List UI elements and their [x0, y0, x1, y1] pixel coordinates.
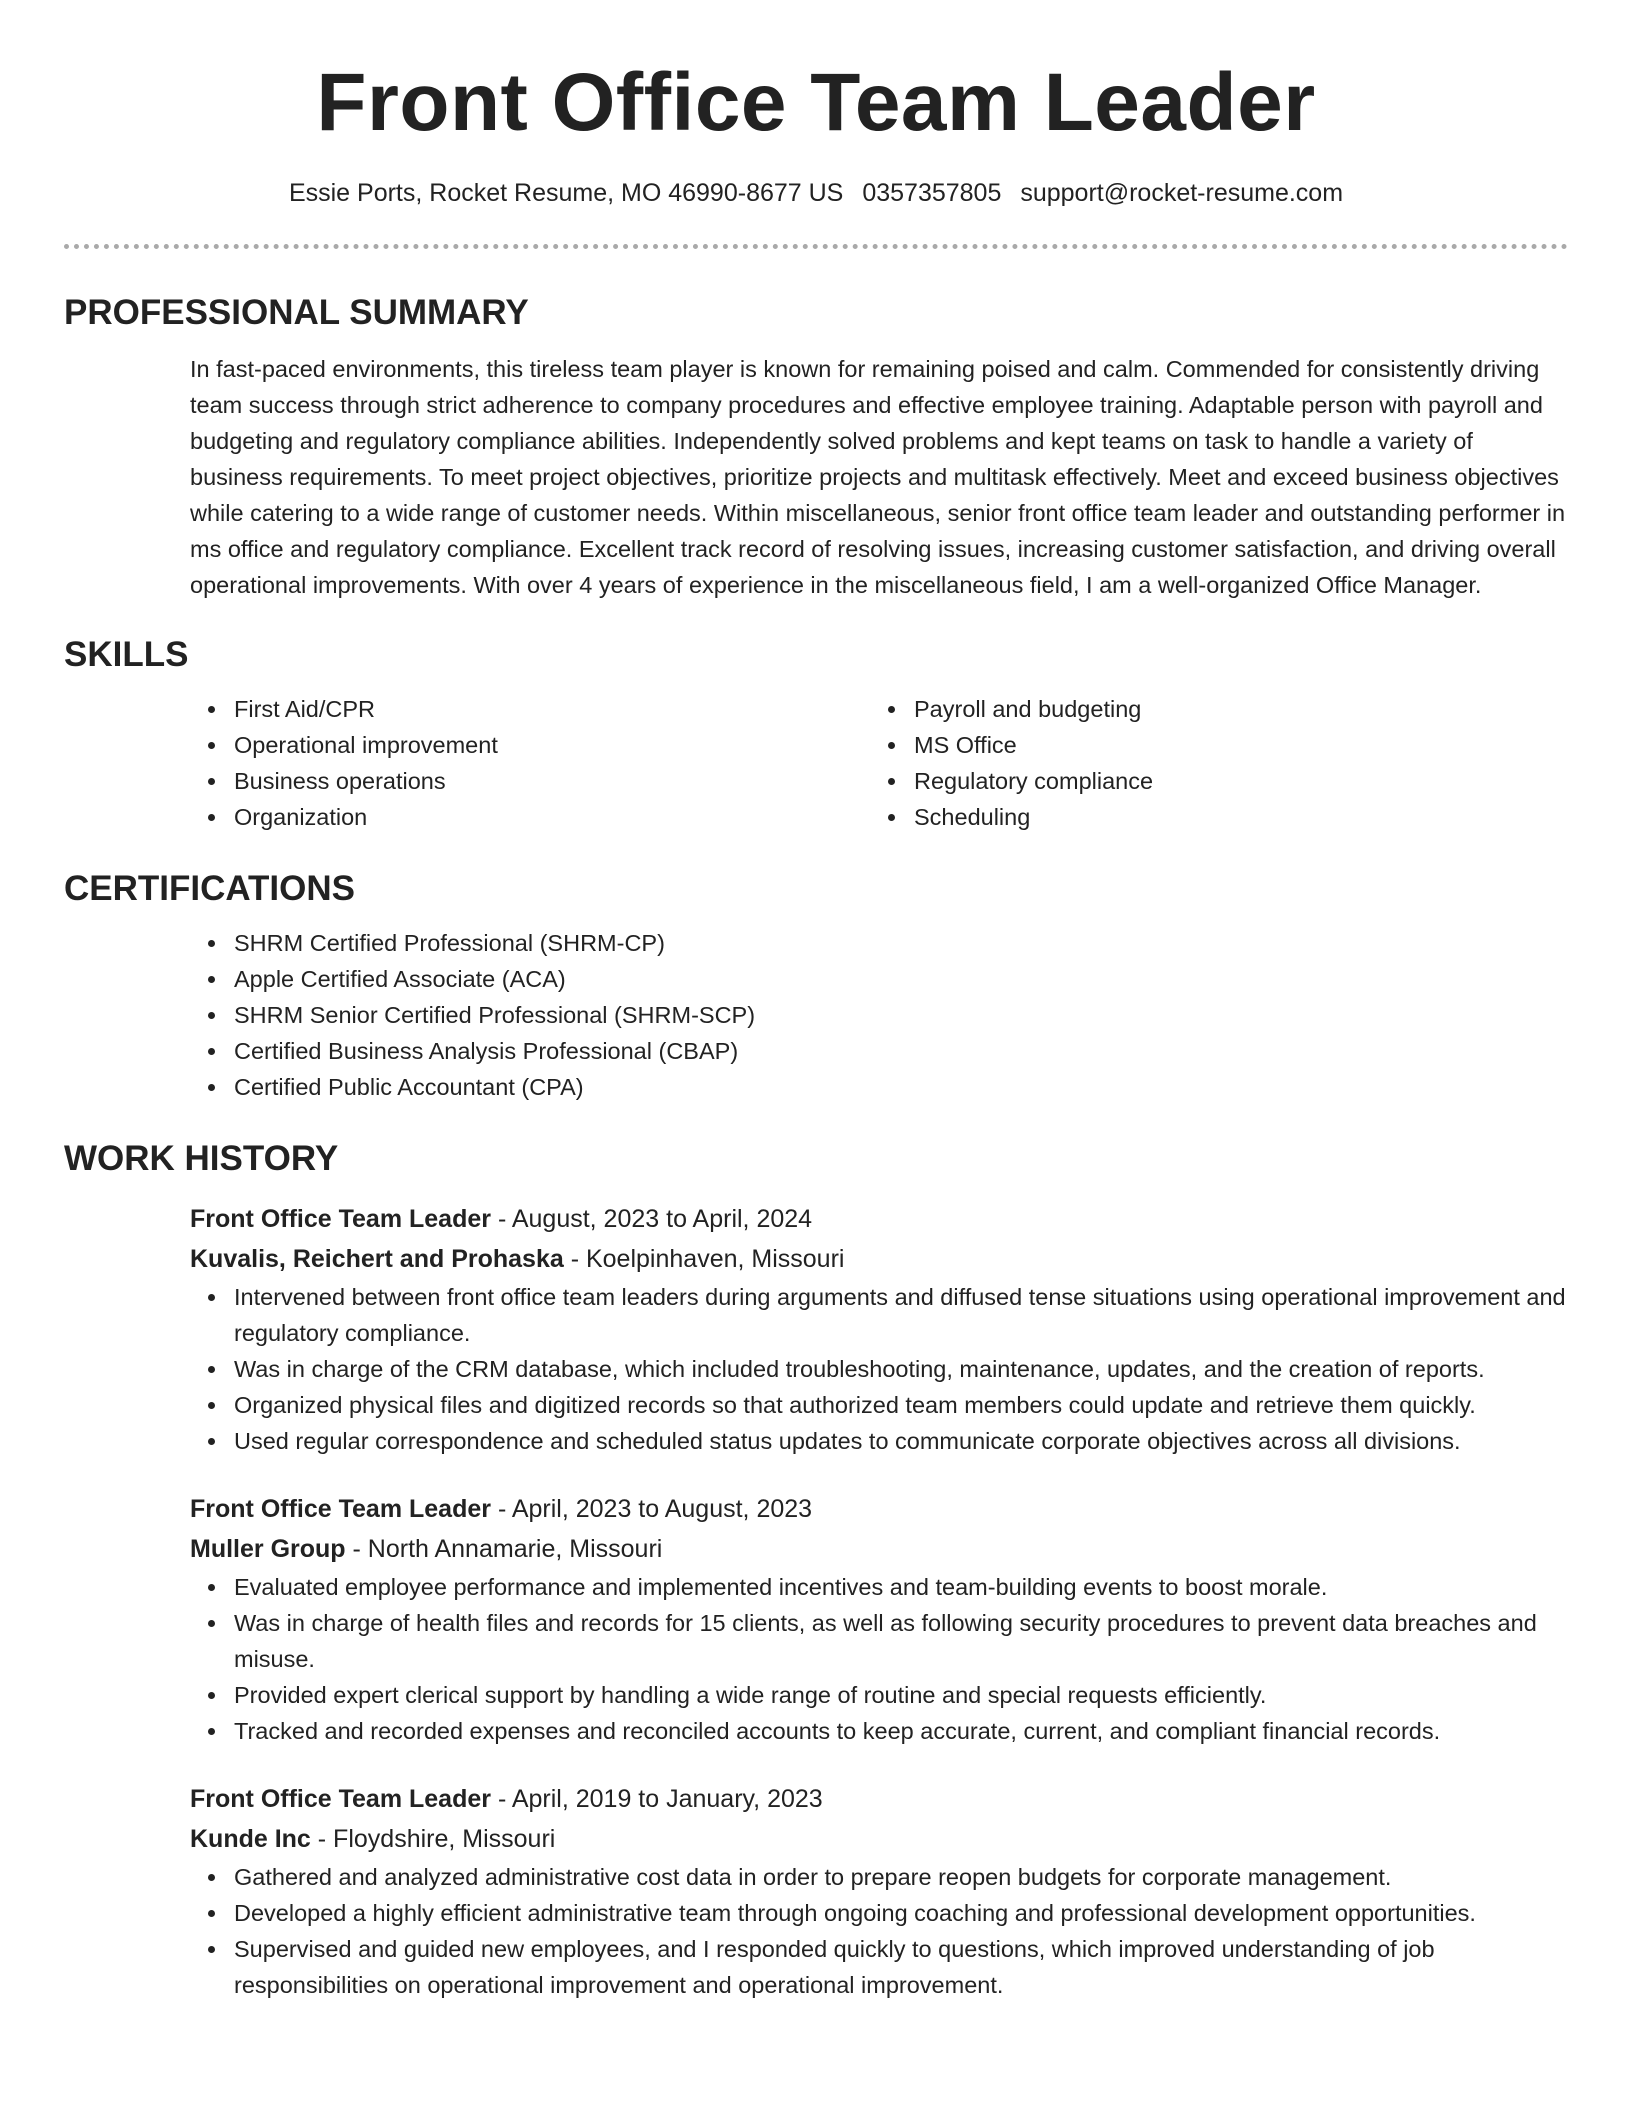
skill-item: First Aid/CPR — [234, 691, 870, 727]
job-bullet: Provided expert clerical support by handling a wide range of routine and special requests efficiently. — [234, 1677, 1568, 1713]
job-company-line — [190, 1819, 1568, 1859]
job-dates: - April, 2019 to January, 2023 — [491, 1785, 823, 1813]
job-bullets — [190, 1859, 1568, 2003]
job-bullet: Was in charge of health files and records for 15 clients, as well as following security procedures to prevent data breaches and misuse. — [234, 1605, 1568, 1677]
job-entry — [190, 1199, 1568, 1459]
certifications-list — [190, 925, 1568, 1105]
certification-item: SHRM Certified Professional (SHRM-CP) — [234, 925, 1568, 961]
summary-heading: PROFESSIONAL SUMMARY — [64, 293, 529, 332]
job-bullet: Tracked and recorded expenses and reconciled accounts to keep accurate, current, and compliant financial records. — [234, 1713, 1568, 1749]
contact-email: support@rocket-resume.com — [1020, 179, 1344, 207]
header-divider — [64, 244, 1568, 249]
job-title: Front Office Team Leader — [190, 1495, 491, 1523]
job-bullet: Gathered and analyzed administrative cost data in order to prepare reopen budgets for corporate management. — [234, 1859, 1568, 1895]
job-company: Kuvalis, Reichert and Prohaska — [190, 1245, 564, 1273]
work-history-heading: WORK HISTORY — [64, 1139, 339, 1178]
skill-item: Payroll and budgeting — [914, 691, 1550, 727]
contact-info — [64, 176, 1568, 210]
summary-text: In fast-paced environments, this tireless team player is known for remaining poised and calm. Commended for consistently driving team success through strict adherence to company procedures and effective employee training. Adaptable person with payroll and budgeting and regulatory compliance abilities. Independently solved problems and kept teams on task to handle a variety of business requirements. To meet project objectives, prioritize projects and multitask effectively. Meet and exceed business objectives while catering to a wide range of customer needs. Within miscellaneous, senior front office team leader and outstanding performer in ms office and regulatory compliance. Excellent track record of resolving issues, increasing customer satisfaction, and driving overall operational improvements. With over 4 years of experience in the miscellaneous field, I am a well-organized Office Manager. — [190, 356, 1566, 598]
job-location: - Koelpinhaven, Missouri — [563, 1245, 845, 1273]
skill-item: Scheduling — [914, 799, 1550, 835]
job-bullet: Was in charge of the CRM database, which included troubleshooting, maintenance, updates, and the creation of reports. — [234, 1351, 1568, 1387]
job-title-line — [190, 1489, 1568, 1529]
job-bullet: Intervened between front office team leaders during arguments and diffused tense situations using operational improvement and regulatory compliance. — [234, 1279, 1568, 1351]
job-entry — [190, 1779, 1568, 2003]
job-bullet: Evaluated employee performance and implemented incentives and team-building events to boost morale. — [234, 1569, 1568, 1605]
job-bullets — [190, 1279, 1568, 1459]
job-company-line — [190, 1239, 1568, 1279]
job-title: Front Office Team Leader — [190, 1205, 491, 1233]
job-bullet: Used regular correspondence and scheduled status updates to communicate corporate objectives across all divisions. — [234, 1423, 1568, 1459]
certifications-block — [190, 925, 1568, 1105]
skills-list-right — [870, 691, 1550, 835]
job-title-line — [190, 1779, 1568, 1819]
skills-list-left — [190, 691, 870, 835]
job-dates: - August, 2023 to April, 2024 — [491, 1205, 813, 1233]
resume-page — [64, 0, 1568, 2003]
job-bullet: Developed a highly efficient administrative team through ongoing coaching and professional development opportunities. — [234, 1895, 1568, 1931]
job-title: Front Office Team Leader — [190, 1785, 491, 1813]
certifications-heading: CERTIFICATIONS — [64, 869, 356, 908]
skills-column-right — [870, 691, 1550, 835]
certification-item: SHRM Senior Certified Professional (SHRM-SCP) — [234, 997, 1568, 1033]
skills-column-left — [190, 691, 870, 835]
skill-item: Regulatory compliance — [914, 763, 1550, 799]
skill-item: MS Office — [914, 727, 1550, 763]
skill-item: Organization — [234, 799, 870, 835]
skills-heading: SKILLS — [64, 635, 189, 674]
page-title: Front Office Team Leader — [316, 57, 1316, 148]
certification-item: Certified Public Accountant (CPA) — [234, 1069, 1568, 1105]
certification-item: Apple Certified Associate (ACA) — [234, 961, 1568, 997]
job-dates: - April, 2023 to August, 2023 — [491, 1495, 813, 1523]
job-company: Muller Group — [190, 1535, 346, 1563]
skills-grid — [190, 691, 1568, 835]
certification-item: Certified Business Analysis Professional (CBAP) — [234, 1033, 1568, 1069]
job-bullets — [190, 1569, 1568, 1749]
job-company-line — [190, 1529, 1568, 1569]
job-entry — [190, 1489, 1568, 1749]
job-bullet: Organized physical files and digitized records so that authorized team members could update and retrieve them quickly. — [234, 1387, 1568, 1423]
job-location: - Floydshire, Missouri — [310, 1825, 556, 1853]
job-bullet: Supervised and guided new employees, and I responded quickly to questions, which improved understanding of job responsibilities on operational improvement and operational improvement. — [234, 1931, 1568, 2003]
contact-phone: 0357357805 — [862, 179, 1002, 207]
job-title-line — [190, 1199, 1568, 1239]
skill-item: Business operations — [234, 763, 870, 799]
job-location: - North Annamarie, Missouri — [345, 1535, 663, 1563]
job-company: Kunde Inc — [190, 1825, 311, 1853]
skill-item: Operational improvement — [234, 727, 870, 763]
contact-address: Essie Ports, Rocket Resume, MO 46990-8677 US — [288, 179, 844, 207]
